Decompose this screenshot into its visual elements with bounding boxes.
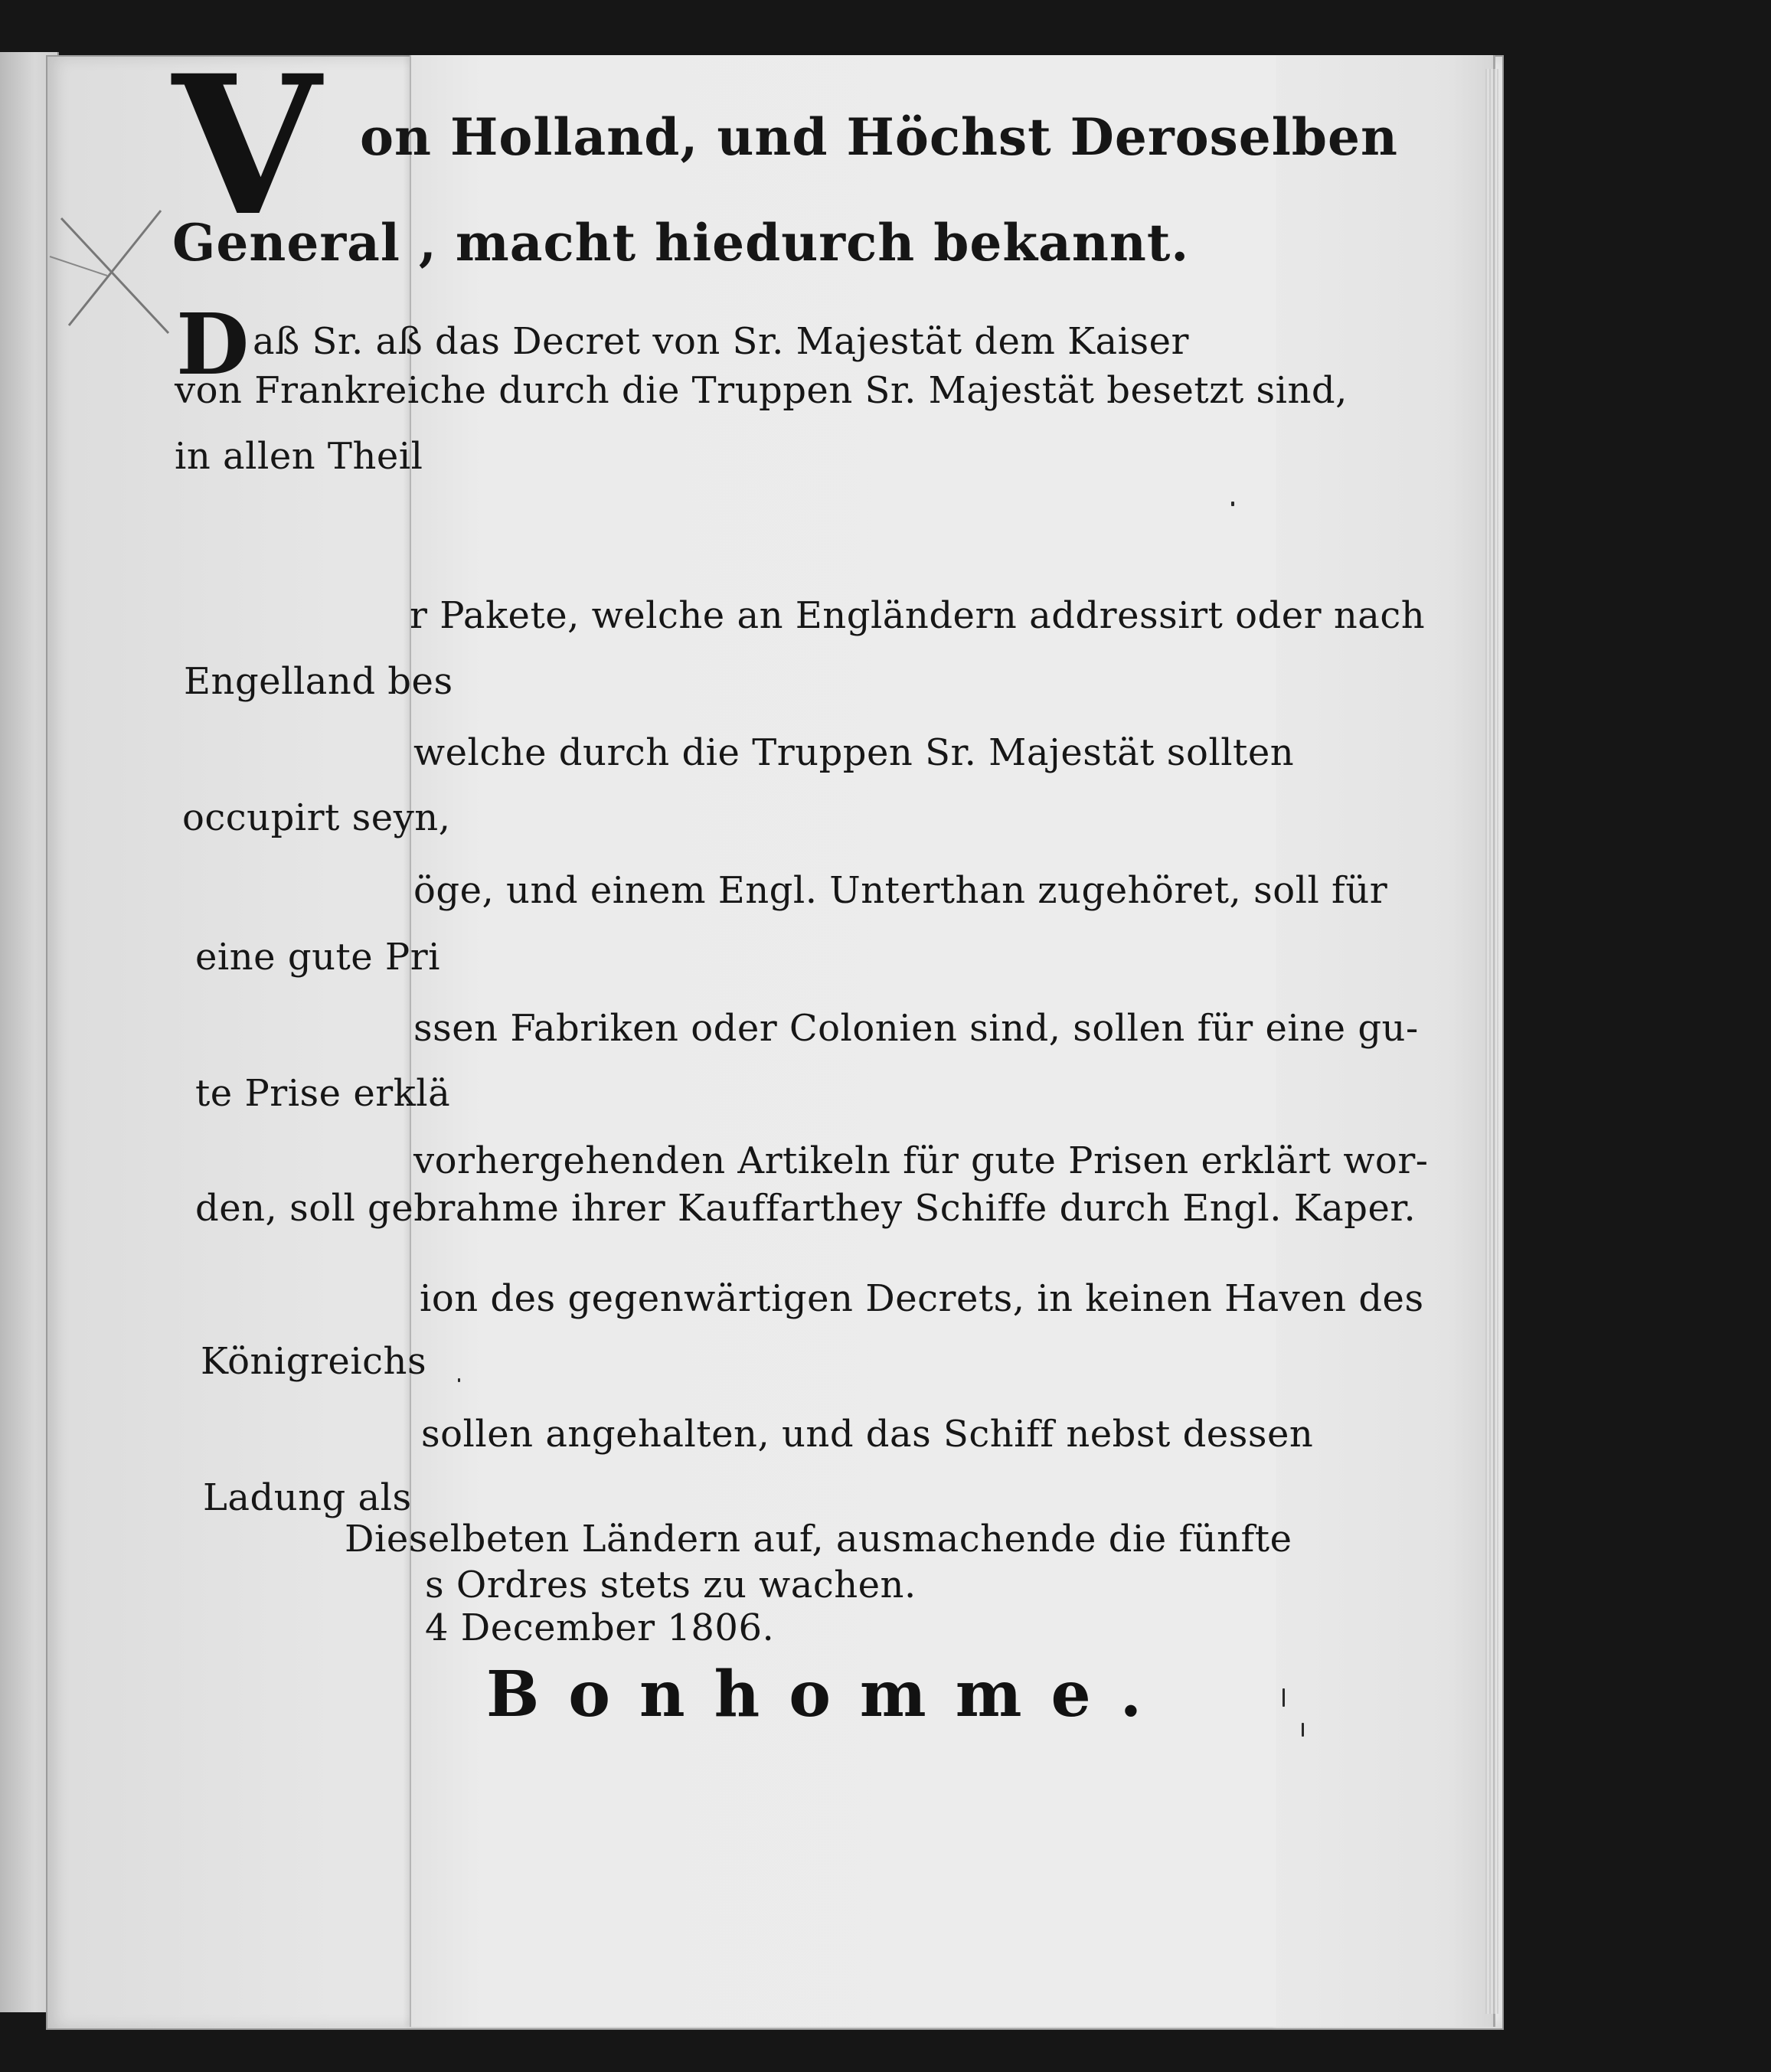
text-line: s Ordres stets zu wachen. [425, 1564, 917, 1606]
heading-initial: V [172, 33, 321, 258]
text-line: aß Sr. aß das Decret von Sr. Majestät dem Kaiser [253, 320, 1189, 363]
heading-line-1: on Holland, und Höchst Deroselben [360, 107, 1398, 167]
text-line: Ladung als [203, 1476, 412, 1519]
stray-dot [1231, 502, 1234, 506]
text-line: öge, und einem Engl. Unterthan zugehöret, soll für [413, 869, 1388, 912]
text-line: von Frankreiche durch die Truppen Sr. Majestät besetzt sind, [175, 369, 1348, 412]
text-line: in allen Theil [175, 435, 423, 478]
page-stack-edge [1485, 69, 1499, 2014]
text-line: occupirt seyn, [182, 796, 451, 839]
text-line: sollen angehalten, und das Schiff nebst dessen [421, 1413, 1314, 1456]
text-line: den, soll gebrahme ihrer Kauffarthey Schiffe durch Engl. Kaper. [195, 1187, 1416, 1230]
text-line: 4 December 1806. [425, 1606, 775, 1649]
text-line: r Pakete, welche an Engländern addressirt oder nach [410, 594, 1426, 637]
text-line: vorhergehenden Artikeln für gute Prisen erklärt wor- [413, 1139, 1429, 1182]
text-line: ssen Fabriken oder Colonien sind, sollen für eine gu- [413, 1007, 1419, 1050]
pencil-x-mark [46, 203, 184, 341]
stray-dot [1302, 1723, 1304, 1737]
text-line: Engelland bes [184, 660, 453, 703]
text-line: ion des gegenwärtigen Decrets, in keinen Haven des [420, 1277, 1424, 1320]
stray-dot [458, 1378, 460, 1382]
signature: Bonhomme. [486, 1658, 1171, 1731]
text-line: welche durch die Truppen Sr. Majestät sollten [413, 731, 1295, 774]
heading-line-2: General , macht hiedurch bekannt. [172, 213, 1190, 273]
text-line: Dieselbeten Ländern auf, ausmachende die fünfte [345, 1518, 1292, 1561]
paragraph-initial: D [176, 295, 250, 394]
text-line: eine gute Pri [195, 936, 441, 979]
text-line: te Prise erklä [195, 1072, 451, 1115]
text-line: Königreichs [201, 1340, 427, 1383]
stray-dot [1283, 1688, 1285, 1707]
